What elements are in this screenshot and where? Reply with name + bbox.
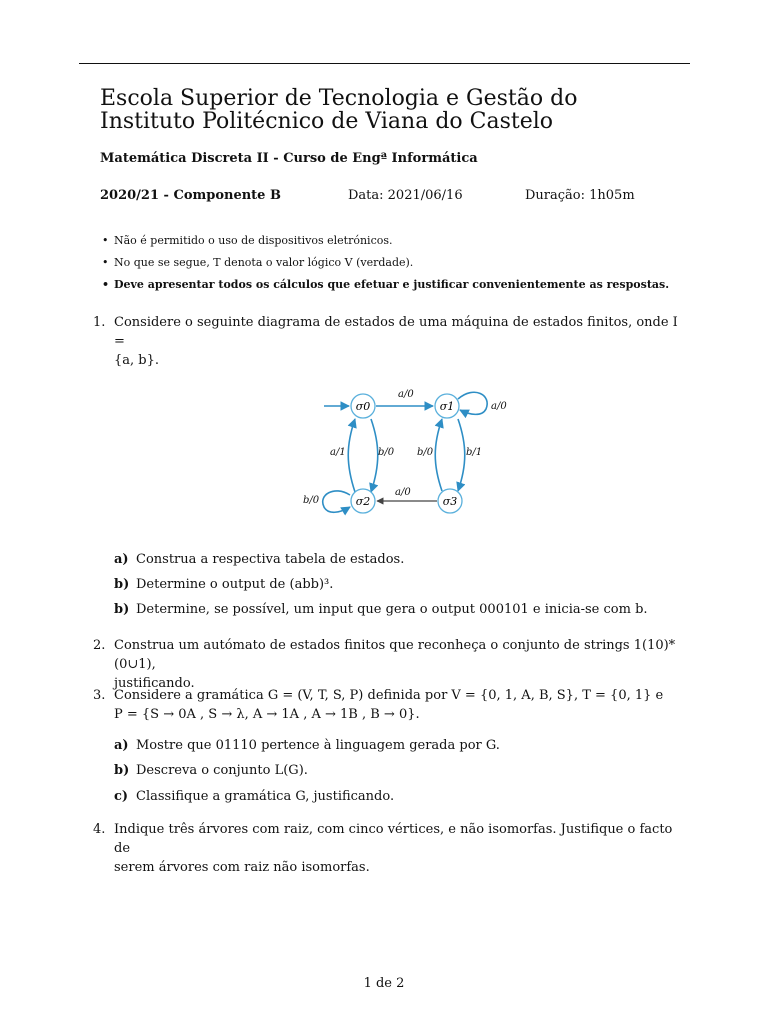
question-4: [93, 820, 689, 877]
question-1: [93, 313, 689, 370]
part-text: Classifique a gramática G, justificando.: [136, 789, 395, 804]
part-label: b): [114, 602, 130, 617]
question-number: 1.: [93, 315, 106, 330]
q3-part-a: [114, 737, 500, 755]
state-label: σ2: [355, 495, 371, 508]
exam-duration: Duração: 1h05m: [525, 188, 635, 203]
part-label: c): [114, 789, 129, 804]
part-label: b): [114, 763, 130, 778]
exam-component: 2020/21 - Componente B: [100, 188, 281, 203]
question-number: 4.: [93, 822, 106, 837]
part-label: a): [114, 738, 129, 753]
question-text-line: Considere o seguinte diagrama de estados de uma máquina de estados finitos, onde I =: [114, 315, 678, 349]
school-title: [100, 87, 577, 133]
rule-item: • Deve apresentar todos os cálculos que efetuar e justificar convenientemente as respostas.: [100, 277, 669, 299]
edge-label: b/0: [303, 495, 320, 506]
exam-date: Data: 2021/06/16: [348, 188, 463, 203]
question-text-line: Considere a gramática G = (V, T, S, P) definida por V = {0, 1, A, B, S}, T = {0, 1} e: [114, 688, 664, 703]
edge-s1-s3: [458, 419, 465, 491]
question-text-line: P = {S → 0A , S → λ, A → 1A , A → 1B , B → 0}.: [114, 707, 420, 722]
question-2: [93, 636, 689, 693]
state-label: σ0: [355, 400, 371, 413]
question-text-line: serem árvores com raiz não isomorfas.: [114, 860, 370, 875]
edge-label: b/0: [378, 447, 395, 458]
part-text: Mostre que 01110 pertence à linguagem gerada por G.: [136, 738, 500, 753]
question-text-line: {a, b}.: [114, 353, 160, 368]
q1-part-b: [114, 576, 333, 594]
question-text-line: justificando.: [114, 676, 195, 691]
edge-s2-loop: [323, 491, 350, 512]
part-text: Descreva o conjunto L(G).: [136, 763, 308, 778]
edge-label: b/1: [466, 447, 483, 458]
edge-label: a/0: [398, 389, 414, 400]
question-text-line: Indique três árvores com raiz, com cinco vértices, e não isomorfas. Justifique o facto de: [114, 822, 673, 856]
part-label: b): [114, 577, 130, 592]
q3-part-b: [114, 762, 308, 780]
page-number: 1 de 2: [363, 976, 405, 991]
rule-item: • Não é permitido o uso de dispositivos eletrónicos.: [100, 233, 669, 255]
edge-s3-s1: [435, 419, 442, 491]
edge-label: b/0: [417, 447, 434, 458]
part-text: Construa a respectiva tabela de estados.: [136, 552, 405, 567]
edge-s2-s0: [348, 419, 355, 492]
rule-item: • No que se segue, T denota o valor lógico V (verdade).: [100, 255, 669, 277]
part-text: Determine o output de (abb)³.: [136, 577, 334, 592]
top-rule: [79, 63, 690, 64]
part-label: a): [114, 552, 129, 567]
question-number: 2.: [93, 638, 106, 653]
question-text-line: Construa um autómato de estados finitos que reconheça o conjunto de strings 1(10)*(0∪1),: [114, 638, 676, 672]
q1-part-a: [114, 551, 404, 569]
part-text: Determine, se possível, um input que gera o output 000101 e inicia-se com b.: [136, 602, 648, 617]
edge-label: a/0: [395, 487, 411, 498]
edge-s0-s2: [371, 419, 378, 492]
question-3: [93, 686, 689, 724]
course-title: Matemática Discreta II - Curso de Engª Informática: [100, 151, 478, 166]
q3-part-c: [114, 788, 394, 806]
title-line-1: Escola Superior de Tecnologia e Gestão do: [100, 86, 578, 111]
state-s3: [438, 489, 462, 513]
rules-list: [100, 233, 669, 299]
edge-label: a/1: [330, 447, 346, 458]
edge-label: a/0: [491, 401, 507, 412]
question-number: 3.: [93, 688, 106, 703]
q1-part-c: [114, 601, 648, 619]
state-s0: [351, 394, 375, 418]
state-s1: [435, 394, 459, 418]
title-line-2: Instituto Politécnico de Viana do Castelo: [100, 109, 554, 134]
state-label: σ1: [439, 400, 455, 413]
state-diagram: [288, 375, 518, 531]
state-label: σ3: [442, 495, 458, 508]
state-s2: [351, 489, 375, 513]
edge-s1-loop: [458, 392, 487, 414]
